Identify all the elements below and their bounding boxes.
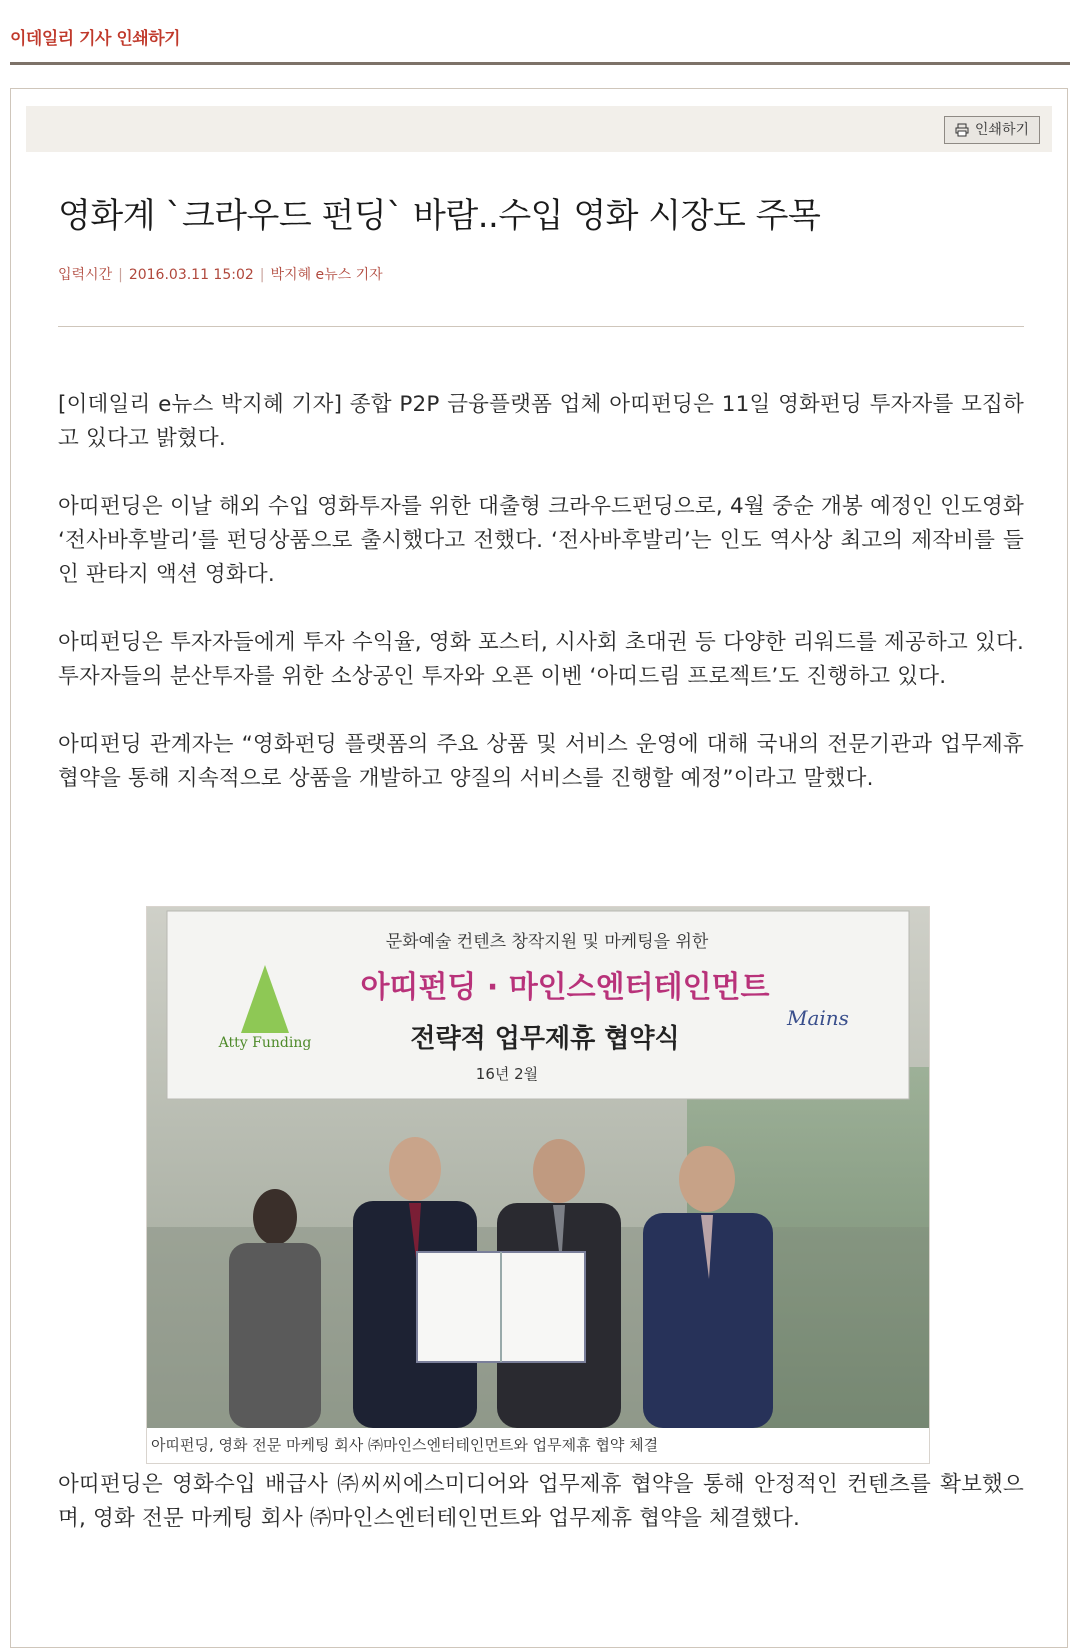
article-body <box>58 388 1024 830</box>
print-button[interactable] <box>944 116 1040 144</box>
article-figure <box>146 906 930 1464</box>
page-header-title: 이데일리 기사 인쇄하기 <box>10 29 181 49</box>
meta-date: 2016.03.11 15:02 <box>128 267 254 283</box>
article-photo <box>147 907 929 1428</box>
meta-separator: | <box>118 267 123 283</box>
banner-title: 아띠펀딩 · 마인스엔터테인먼트 <box>360 970 770 1005</box>
article-paragraph: 아띠펀딩은 이날 해외 수입 영화투자를 위한 대출형 크라우드펀딩으로, 4월 중순 개봉 예정인 인도영화 ‘전사바후발리’를 펀딩상품으로 출시했다고 전했다. ‘전사바후발리’는 인도 역사상 최고의 제작비를 들인 판타지 액션 영화다. <box>58 494 1024 587</box>
logo-mains: Mains <box>787 1006 849 1030</box>
article-title: 영화계 `크라우드 펀딩` 바람..수입 영화 시장도 주목 <box>58 196 821 236</box>
banner-subtitle: 문화예술 컨텐츠 창작지원 및 마케팅을 위한 <box>385 932 709 952</box>
banner-line2: 전략적 업무제휴 협약식 <box>410 1024 680 1054</box>
article-body-continued <box>58 1468 1024 1536</box>
article-paragraph: 아띠펀딩 관계자는 “영화펀딩 플랫폼의 주요 상품 및 서비스 운영에 대해 국내의 전문기관과 업무제휴 협약을 통해 지속적으로 상품을 개발하고 양질의 서비스를 진행할 예정”이라고 말했다. <box>58 732 1024 791</box>
meta-separator: | <box>259 267 265 283</box>
article-paragraph: 아띠펀딩은 영화수입 배급사 ㈜씨씨에스미디어와 업무제휴 협약을 통해 안정적인 컨텐츠를 확보했으며, 영화 전문 마케팅 회사 ㈜마인스엔터테인먼트와 업무제휴 협약을 체결했다. <box>58 1472 1024 1531</box>
meta-label: 입력시간 <box>58 267 113 283</box>
meta-divider <box>58 326 1024 327</box>
print-button-label: 인쇄하기 <box>974 122 1029 138</box>
article-paragraph: [이데일리 e뉴스 박지혜 기자] 종합 P2P 금융플랫폼 업체 아띠펀딩은 11일 영화펀딩 투자자를 모집하고 있다고 밝혔다. <box>58 392 1024 451</box>
article-paragraph: 아띠펀딩은 투자자들에게 투자 수익율, 영화 포스터, 시사회 초대권 등 다양한 리워드를 제공하고 있다. 투자자들의 분산투자를 위한 소상공인 투자와 오픈 이벤 ‘아띠드림 프로젝트’도 진행하고 있다. <box>58 630 1024 689</box>
article-meta <box>58 264 383 284</box>
printer-icon <box>955 123 969 137</box>
logo-atty-funding: Atty Funding <box>218 1035 312 1051</box>
header-divider <box>10 62 1070 65</box>
meta-author: 박지혜 e뉴스 기자 <box>270 267 383 283</box>
print-toolbar <box>26 106 1052 152</box>
photo-caption: 아띠펀딩, 영화 전문 마케팅 회사 ㈜마인스엔터테인먼트와 업무제휴 협약 체결 <box>151 1436 659 1454</box>
banner-date: 16년 2월 <box>475 1065 539 1083</box>
